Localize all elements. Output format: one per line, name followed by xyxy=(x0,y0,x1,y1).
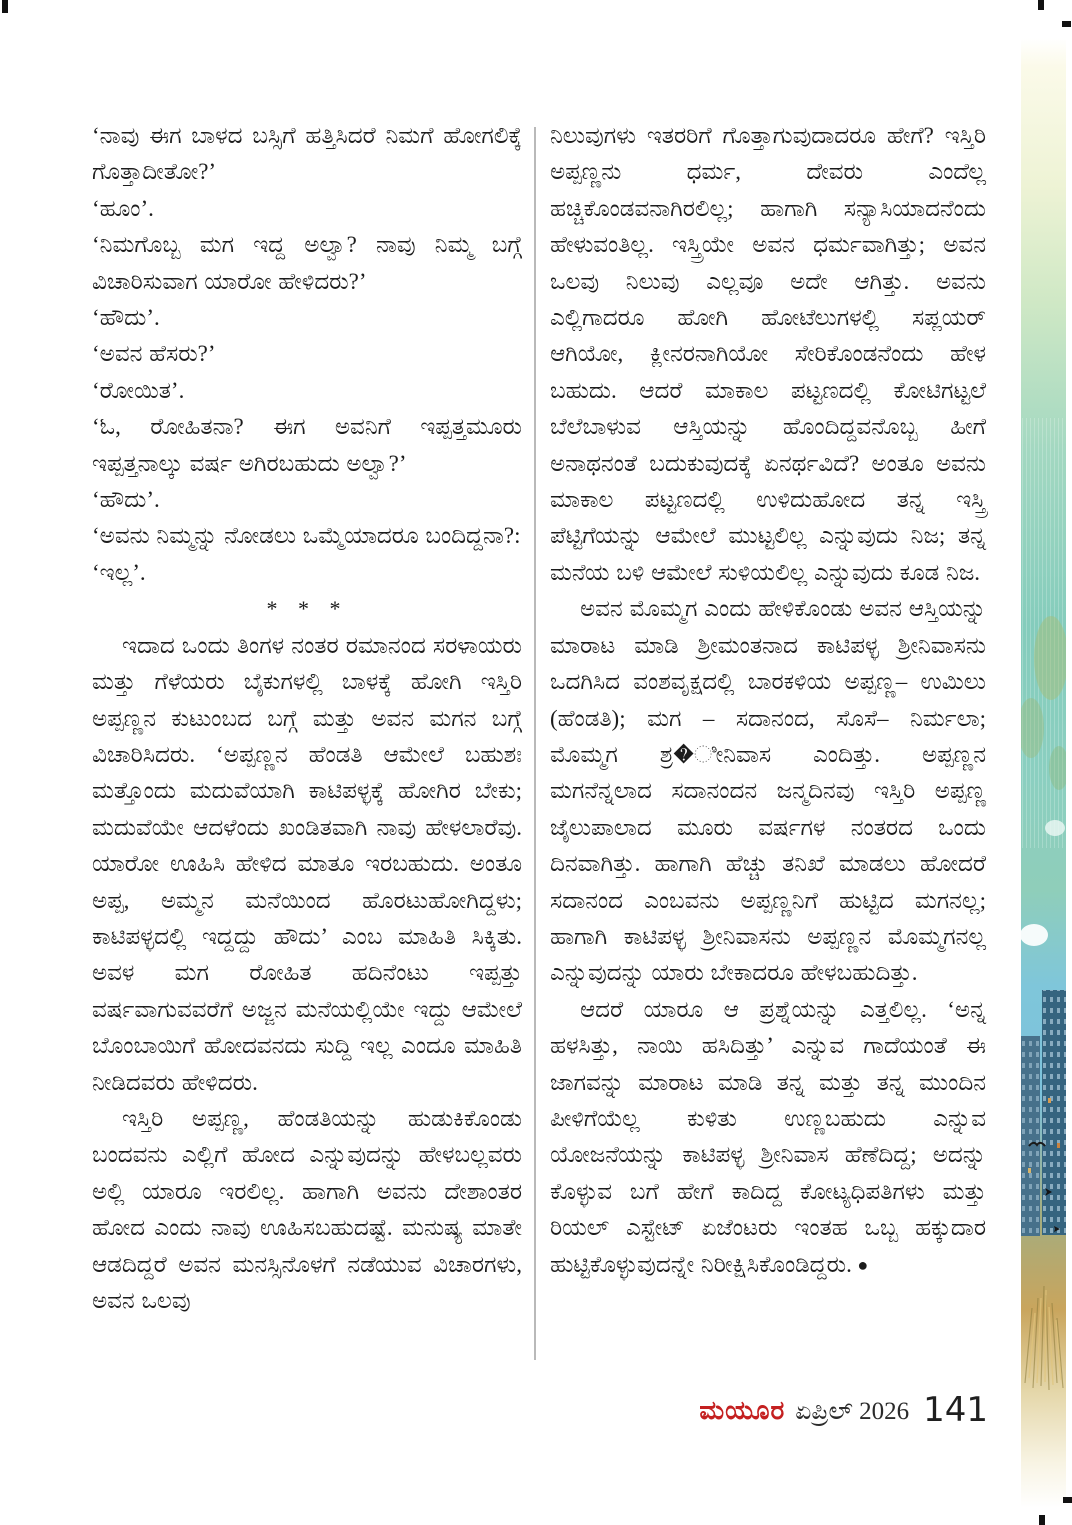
print-registration-mark xyxy=(1038,0,1044,10)
print-registration-mark xyxy=(1063,1497,1072,1503)
print-registration-mark xyxy=(1039,1515,1045,1525)
issue-date: ಏಪ್ರಿಲ್ 2026 xyxy=(795,1398,910,1425)
article-paragraph: ‘ಅವನು ನಿಮ್ಮನ್ನು ನೋಡಲು ಒಮ್ಮೆಯಾದರೂ ಬಂದಿದ್ದನಾ?: xyxy=(92,523,521,549)
article-paragraph: ‘ನಾವು ಈಗ ಬಾಳದ ಬಸ್ಸಿಗೆ ಹತ್ತಿಸಿದರೆ ನಿಮಗೆ ಹೋಗಲಿಕ್ಕೆ ಗೊತ್ತಾದೀತೋ?’ xyxy=(92,123,522,185)
article-paragraph: ‘ಹೂಂ’. xyxy=(92,195,154,221)
article-paragraph: ‘ಹೌದು’. xyxy=(92,305,160,331)
article-end-mark: ● xyxy=(851,1254,869,1275)
article-paragraph: ಇದಾದ ಒಂದು ತಿಂಗಳ ನಂತರ ರಮಾನಂದ ಸರಳಾಯರು ಮತ್ತು ಗೆಳೆಯರು ಬೈಕುಗಳಲ್ಲಿ ಬಾಳಕ್ಕೆ ಹೋಗಿ ಇಸ್ತಿರಿ ಅಪ್ಪಣ್ಣನ ಕುಟುಂಬದ ಬಗ್ಗೆ ಮತ್ತು ಅವನ ಮಗನ ಬಗ್ಗೆ ವಿಚಾರಿಸಿದರು. ‘ಅಪ್ಪಣ್ಣನ ಹೆಂಡತಿ ಆಮೇಲೆ ಬಹುಶಃ ಮತ್ತೊಂದು ಮದುವೆಯಾಗಿ ಕಾಟಿಪಳ್ಳಕ್ಕೆ ಹೋಗಿರ ಬೇಕು; ಮದುವೆಯೇ ಆದಳೆಂದು ಖಂಡಿತವಾಗಿ ನಾವು ಹೇಳಲಾರೆವು. ಯಾರೋ ಊಹಿಸಿ ಹೇಳಿದ ಮಾತೂ ಇರಬಹುದು. ಅಂತೂ ಅಪ್ಪ, ಅಮ್ಮನ ಮನೆಯಿಂದ ಹೊರಟುಹೋಗಿದ್ದಳು; ಕಾಟಿಪಳ್ಳದಲ್ಲಿ ಇದ್ದದ್ದು ಹೌದು’ ಎಂಬ ಮಾಹಿತಿ ಸಿಕ್ಕಿತು. ಅವಳ ಮಗ ರೋಹಿತ ಹದಿನೆಂಟು ಇಪ್ಪತ್ತು ವರ್ಷವಾಗುವವರೆಗೆ ಅಜ್ಜನ ಮನೆಯಲ್ಲಿಯೇ ಇದ್ದು ಆಮೇಲೆ ಬೊಂಬಾಯಿಗೆ ಹೋದವನದು ಸುದ್ದಿ ಇಲ್ಲ ಎಂದೂ ಮಾಹಿತಿ ನೀಡಿದವರು ಹೇಳಿದರು. xyxy=(92,632,522,1095)
column-divider-rule xyxy=(534,127,536,1360)
watercolor-strip-decoration xyxy=(1021,38,1066,1508)
article-right-column xyxy=(550,118,986,1283)
article-paragraph: ‘ಅವನ ಹೆಸರು?’ xyxy=(92,341,216,367)
article-left-column xyxy=(92,118,522,1319)
article-paragraph: ‘ನಿಮಗೊಬ್ಬ ಮಗ ಇದ್ದ ಅಲ್ವಾ? ನಾವು ನಿಮ್ಮ ಬಗ್ಗೆ ವಿಚಾರಿಸುವಾಗ ಯಾರೋ ಹೇಳಿದರು?’ xyxy=(92,232,522,294)
page-footer xyxy=(550,1390,988,1430)
section-separator: * * * xyxy=(266,596,348,622)
article-paragraph: ಆದರೆ ಯಾರೂ ಆ ಪ್ರಶ್ನೆಯನ್ನು ಎತ್ತಲಿಲ್ಲ. ‘ಅನ್ನ ಹಳಸಿತ್ತು, ನಾಯಿ ಹಸಿದಿತ್ತು’ ಎನ್ನುವ ಗಾದೆಯಂತೆ ಈ ಜಾಗವನ್ನು ಮಾರಾಟ ಮಾಡಿ ತನ್ನ ಮತ್ತು ತನ್ನ ಮುಂದಿನ ಪೀಳಿಗೆಯೆಲ್ಲ ಕುಳಿತು ಉಣ್ಣಬಹುದು ಎನ್ನುವ ಯೋಜನೆಯನ್ನು ಕಾಟಿಪಳ್ಳ ಶ್ರೀನಿವಾಸ ಹೆಣೆದಿದ್ದ; ಅದನ್ನು ಕೊಳ್ಳುವ ಬಗೆ ಹೇಗೆ ಕಾದಿದ್ದ ಕೋಟ್ಯಧಿಪತಿಗಳು ಮತ್ತು ರಿಯಲ್ ಎಸ್ಟೇಟ್ ಏಜೆಂಟರು ಇಂತಹ ಒಬ್ಬ ಹಕ್ಕುದಾರ ಹುಟ್ಟಿಕೊಳ್ಳುವುದನ್ನೇ ನಿರೀಕ್ಷಿಸಿಕೊಂಡಿದ್ದರು. ● xyxy=(550,996,986,1277)
article-paragraph: ನಿಲುವುಗಳು ಇತರರಿಗೆ ಗೊತ್ತಾಗುವುದಾದರೂ ಹೇಗೆ? ಇಸ್ತಿರಿ ಅಪ್ಪಣ್ಣನು ಧರ್ಮ, ದೇವರು ಎಂದೆಲ್ಲ ಹಚ್ಚಿಕೊಂಡವನಾಗಿರಲಿಲ್ಲ; ಹಾಗಾಗಿ ಸನ್ಯಾಸಿಯಾದನೆಂದು ಹೇಳುವಂತಿಲ್ಲ. ಇಸ್ತ್ರಿಯೇ ಅವನ ಧರ್ಮವಾಗಿತ್ತು; ಅವನ ಒಲವು ನಿಲುವು ಎಲ್ಲವೂ ಅದೇ ಆಗಿತ್ತು. ಅವನು ಎಲ್ಲಿಗಾದರೂ ಹೋಗಿ ಹೋಟೆಲುಗಳಲ್ಲಿ ಸಪ್ಲಯರ್ ಆಗಿಯೋ, ಕ್ಲೀನರನಾಗಿಯೋ ಸೇರಿಕೊಂಡನೆಂದು ಹೇಳ ಬಹುದು. ಆದರೆ ಮಾಕಾಲ ಪಟ್ಟಣದಲ್ಲಿ ಕೋಟಿಗಟ್ಟಲೆ ಬೆಲೆಬಾಳುವ ಆಸ್ತಿಯನ್ನು ಹೊಂದಿದ್ದವನೊಬ್ಬ ಹೀಗೆ ಅನಾಥನಂತೆ ಬದುಕುವುದಕ್ಕೆ ಏನರ್ಥವಿದೆ? ಅಂತೂ ಅವನು ಮಾಕಾಲ ಪಟ್ಟಣದಲ್ಲಿ ಉಳಿದುಹೋದ ತನ್ನ ಇಸ್ತ್ರಿ ಪೆಟ್ಟಿಗೆಯನ್ನು ಆಮೇಲೆ ಮುಟ್ಟಲಿಲ್ಲ ಎನ್ನುವುದು ನಿಜ; ತನ್ನ ಮನೆಯ ಬಳಿ ಆಮೇಲೆ ಸುಳಿಯಲಿಲ್ಲ ಎನ್ನುವುದು ಕೂಡ ನಿಜ. xyxy=(550,123,986,585)
article-paragraph: ಅವನ ಮೊಮ್ಮಗ ಎಂದು ಹೇಳಿಕೊಂಡು ಅವನ ಆಸ್ತಿಯನ್ನು ಮಾರಾಟ ಮಾಡಿ ಶ್ರೀಮಂತನಾದ ಕಾಟಿಪಳ್ಳ ಶ್ರೀನಿವಾಸನು ಒದಗಿಸಿದ ವಂಶವೃಕ್ಷದಲ್ಲಿ ಬಾರಕಳಿಯ ಅಪ್ಪಣ್ಣ– ಉಮಿಲು (ಹೆಂಡತಿ); ಮಗ – ಸದಾನಂದ, ಸೊಸೆ– ನಿರ್ಮಲಾ; ಮೊಮ್ಮಗ ಶ್ರ�ೀನಿವಾಸ ಎಂದಿತ್ತು. ಅಪ್ಪಣ್ಣನ ಮಗನೆನ್ನಲಾದ ಸದಾನಂದನ ಜನ್ಮದಿನವು ಇಸ್ತಿರಿ ಅಪ್ಪಣ್ಣ ಜೈಲುಪಾಲಾದ ಮೂರು ವರ್ಷಗಳ ನಂತರದ ಒಂದು ದಿನವಾಗಿತ್ತು. ಹಾಗಾಗಿ ಹೆಚ್ಚು ತನಿಖೆ ಮಾಡಲು ಹೋದರೆ ಸದಾನಂದ ಎಂಬವನು ಅಪ್ಪಣ್ಣನಿಗೆ ಹುಟ್ಟಿದ ಮಗನಲ್ಲ; ಹಾಗಾಗಿ ಕಾಟಿಪಳ್ಳ ಶ್ರೀನಿವಾಸನು ಅಪ್ಪಣ್ಣನ ಮೊಮ್ಮಗನಲ್ಲ ಎನ್ನುವುದನ್ನು ಯಾರು ಬೇಕಾದರೂ ಹೇಳಬಹುದಿತ್ತು. xyxy=(550,596,986,986)
article-paragraph: ‘ರೋಯಿತ’. xyxy=(92,377,185,403)
print-registration-mark xyxy=(1062,21,1071,27)
magazine-name: ಮಯೂರ xyxy=(699,1396,786,1425)
article-paragraph: ‘ಇಲ್ಲ’. xyxy=(92,559,146,585)
article-paragraph: ‘ಓ, ರೋಹಿತನಾ? ಈಗ ಅವನಿಗೆ ಇಪ್ಪತ್ತಮೂರು ಇಪ್ಪತ್ತನಾಲ್ಕು ವರ್ಷ ಅಗಿರಬಹುದು ಅಲ್ವಾ?’ xyxy=(92,414,522,476)
article-paragraph: ‘ಹೌದು’. xyxy=(92,487,160,513)
article-paragraph: ಇಸ್ತಿರಿ ಅಪ್ಪಣ್ಣ, ಹೆಂಡತಿಯನ್ನು ಹುಡುಕಿಕೊಂಡು ಬಂದವನು ಎಲ್ಲಿಗೆ ಹೋದ ಎನ್ನುವುದನ್ನು ಹೇಳಬಲ್ಲವರು ಅಲ್ಲಿ ಯಾರೂ ಇರಲಿಲ್ಲ. ಹಾಗಾಗಿ ಅವನು ದೇಶಾಂತರ ಹೋದ ಎಂದು ನಾವು ಊಹಿಸಬಹುದಷ್ಟೆ. ಮನುಷ್ಯ ಮಾತೇ ಆಡದಿದ್ದರೆ ಅವನ ಮನಸ್ಸಿನೊಳಗೆ ನಡೆಯುವ ವಿಚಾರಗಳು, ಅವನ ಒಲವು xyxy=(92,1105,522,1313)
print-registration-mark xyxy=(2,0,8,13)
page-number: 141 xyxy=(923,1390,988,1430)
